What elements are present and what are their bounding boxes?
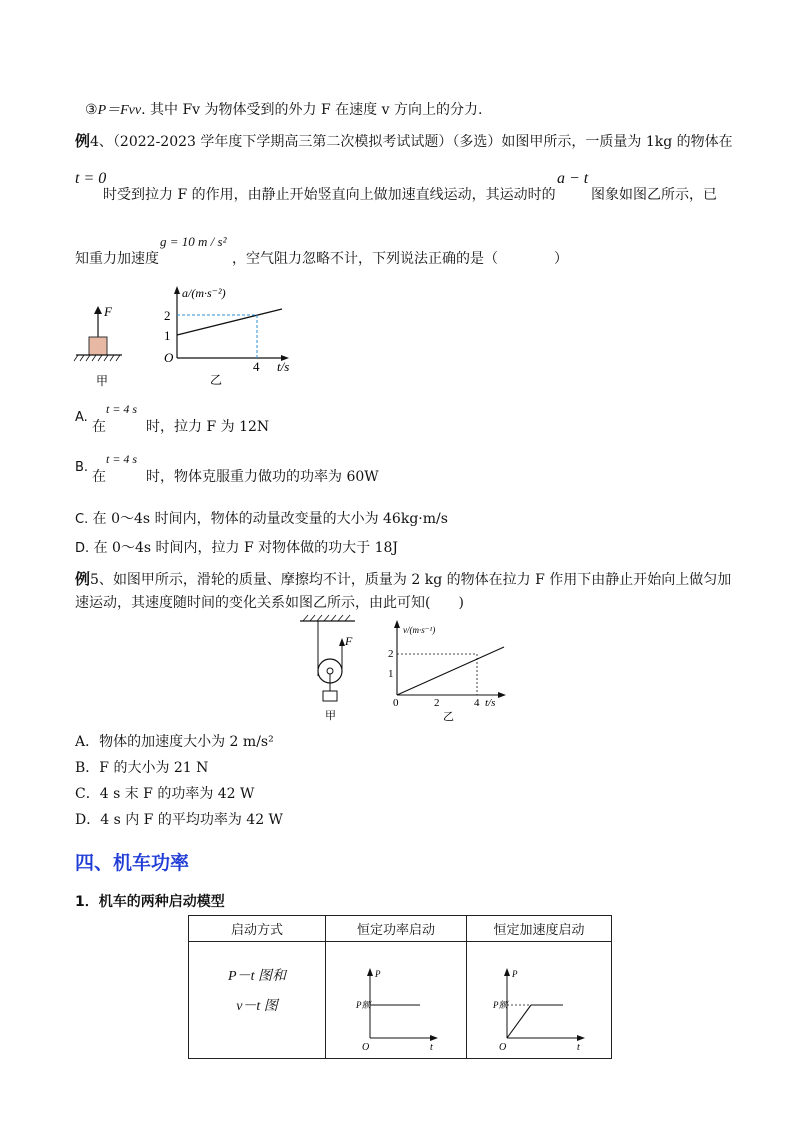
example4-t0: t = 0	[75, 170, 107, 187]
startup-model-table	[188, 915, 612, 1059]
example4-option-b[interactable]	[75, 459, 106, 485]
power-formula: P＝Fvv	[97, 103, 142, 118]
example4-label: 例	[75, 132, 91, 150]
example4-option-a-post: 时，拉力 F 为 12N	[146, 419, 270, 435]
example4-option-b-cond: t = 4 s	[106, 452, 138, 466]
yi-label: 乙	[443, 711, 454, 723]
graph-cell-constant-power	[326, 942, 467, 1059]
example4-line3b: ，空气阻力忽略不计，下列说法正确的是（ ）	[232, 251, 568, 267]
example4-line3a: 知重力加速度	[75, 251, 159, 267]
table-header: 恒定功率启动	[326, 916, 467, 942]
t-tick-4: 4	[474, 697, 480, 709]
origin-label: O	[164, 350, 174, 365]
example5-option-d[interactable]: D．4 s 内 F 的平均功率为 42 W	[75, 812, 283, 828]
v-tick-2: 2	[388, 648, 394, 660]
example5-option-b[interactable]: B．F 的大小为 21 N	[75, 760, 209, 776]
example4-line2a: 时受到拉力 F 的作用，由静止开始竖直向上做加速直线运动，其运动时的	[103, 187, 556, 203]
tick-4: 4	[253, 359, 260, 374]
circled-number: ③	[85, 102, 98, 118]
tick-2: 2	[164, 308, 171, 323]
option-pre: 在	[92, 469, 106, 485]
origin-label: O	[362, 1042, 370, 1053]
example4-at: a − t	[557, 170, 589, 187]
section-heading: 四、机车功率	[75, 852, 190, 874]
example4-option-a-cond: t = 4 s	[106, 402, 138, 416]
subsection-heading: 1．机车的两种启动模型	[75, 894, 225, 910]
example5-label: 例	[75, 570, 91, 588]
example4-g: g = 10 m / s²	[160, 234, 227, 249]
v-tick-1: 1	[388, 668, 394, 680]
t-tick-2: 2	[434, 697, 440, 709]
example5-line1	[75, 568, 731, 589]
option-letter: D.	[75, 541, 90, 556]
option-pre: 在	[92, 419, 106, 435]
graph-cell-constant-accel	[467, 942, 612, 1059]
constant-accel-graph	[467, 942, 611, 1054]
t-axis-label: t	[577, 1042, 580, 1053]
example4-option-c[interactable]	[75, 508, 448, 528]
yi-label: 乙	[210, 373, 223, 387]
a-axis-label: a/(m·s⁻²)	[182, 286, 226, 300]
example5-option-c[interactable]: C．4 s 末 F 的功率为 42 W	[75, 786, 255, 802]
option-text: 在 0～4s 时间内，物体的动量改变量的大小为 46kg·m/s	[92, 511, 448, 527]
block-diagram	[74, 304, 122, 388]
example5-number: 5、	[90, 572, 113, 588]
jia-label: 甲	[325, 710, 336, 722]
option-letter: A.	[75, 410, 88, 425]
example5-line2: 速运动，其速度随时间的变化关系如图乙所示，由此可知( )	[75, 595, 464, 611]
p-rated-label: P额	[356, 1000, 371, 1010]
at-line	[177, 309, 282, 335]
p-axis-label: P	[512, 969, 518, 979]
option-letter: C.	[75, 512, 89, 527]
example4-option-d[interactable]	[75, 537, 398, 557]
example4-line1	[75, 130, 733, 151]
p-rated-label: P额	[493, 1000, 508, 1010]
formula-line	[85, 99, 482, 119]
origin-label: O	[499, 1042, 507, 1053]
table-header-row	[189, 916, 612, 942]
example5-figure	[295, 614, 510, 726]
force-label-f: F	[104, 304, 112, 319]
vt-graph	[388, 620, 506, 723]
example4-number: 4、	[90, 134, 113, 150]
formula-explanation: . 其中 Fv 为物体受到的外力 F 在速度 v 方向上的分力.	[141, 102, 483, 118]
force-label-f: F	[345, 634, 353, 648]
option-text: 在 0～4s 时间内，拉力 F 对物体做的功大于 18J	[93, 540, 398, 556]
example4-option-b-post: 时，物体克服重力做功的功率为 60W	[146, 469, 379, 485]
constant-power-graph	[326, 942, 466, 1054]
p-axis-label: P	[375, 969, 381, 979]
example5-option-a[interactable]: A．物体的加速度大小为 2 m/s²	[75, 734, 274, 750]
tick-1: 1	[164, 328, 171, 343]
origin-label: 0	[393, 697, 399, 709]
at-graph	[164, 286, 289, 387]
row-label-cell	[189, 942, 326, 1059]
option-letter: B.	[75, 460, 89, 475]
jia-label: 甲	[96, 374, 109, 388]
example4-figure	[70, 282, 310, 390]
table-header: 启动方式	[189, 916, 326, 942]
example4-source: （2022-2023 学年度下学期高三第二次模拟考试试题）（多选）如图甲所示，一质量为 1kg 的物体在	[112, 134, 733, 150]
table-header: 恒定加速度启动	[467, 916, 612, 942]
row-label-line1: P－t 图和	[228, 969, 286, 984]
example5-text1: 如图甲所示，滑轮的质量、摩擦均不计，质量为 2 kg 的物体在拉力 F 作用下由静止开始向上做匀加	[112, 572, 732, 588]
example4-line2b: 图象如图乙所示，已	[591, 187, 717, 203]
table-row	[189, 942, 612, 1059]
t-axis-label: t/s	[277, 359, 290, 374]
t-axis-label: t	[430, 1042, 433, 1053]
v-axis-label: v/(m·s⁻¹)	[403, 625, 436, 635]
t-axis-label: t/s	[485, 697, 496, 709]
pulley-diagram	[300, 615, 355, 722]
example4-option-a[interactable]	[75, 409, 106, 435]
row-label-line2: v－t 图	[236, 999, 278, 1014]
